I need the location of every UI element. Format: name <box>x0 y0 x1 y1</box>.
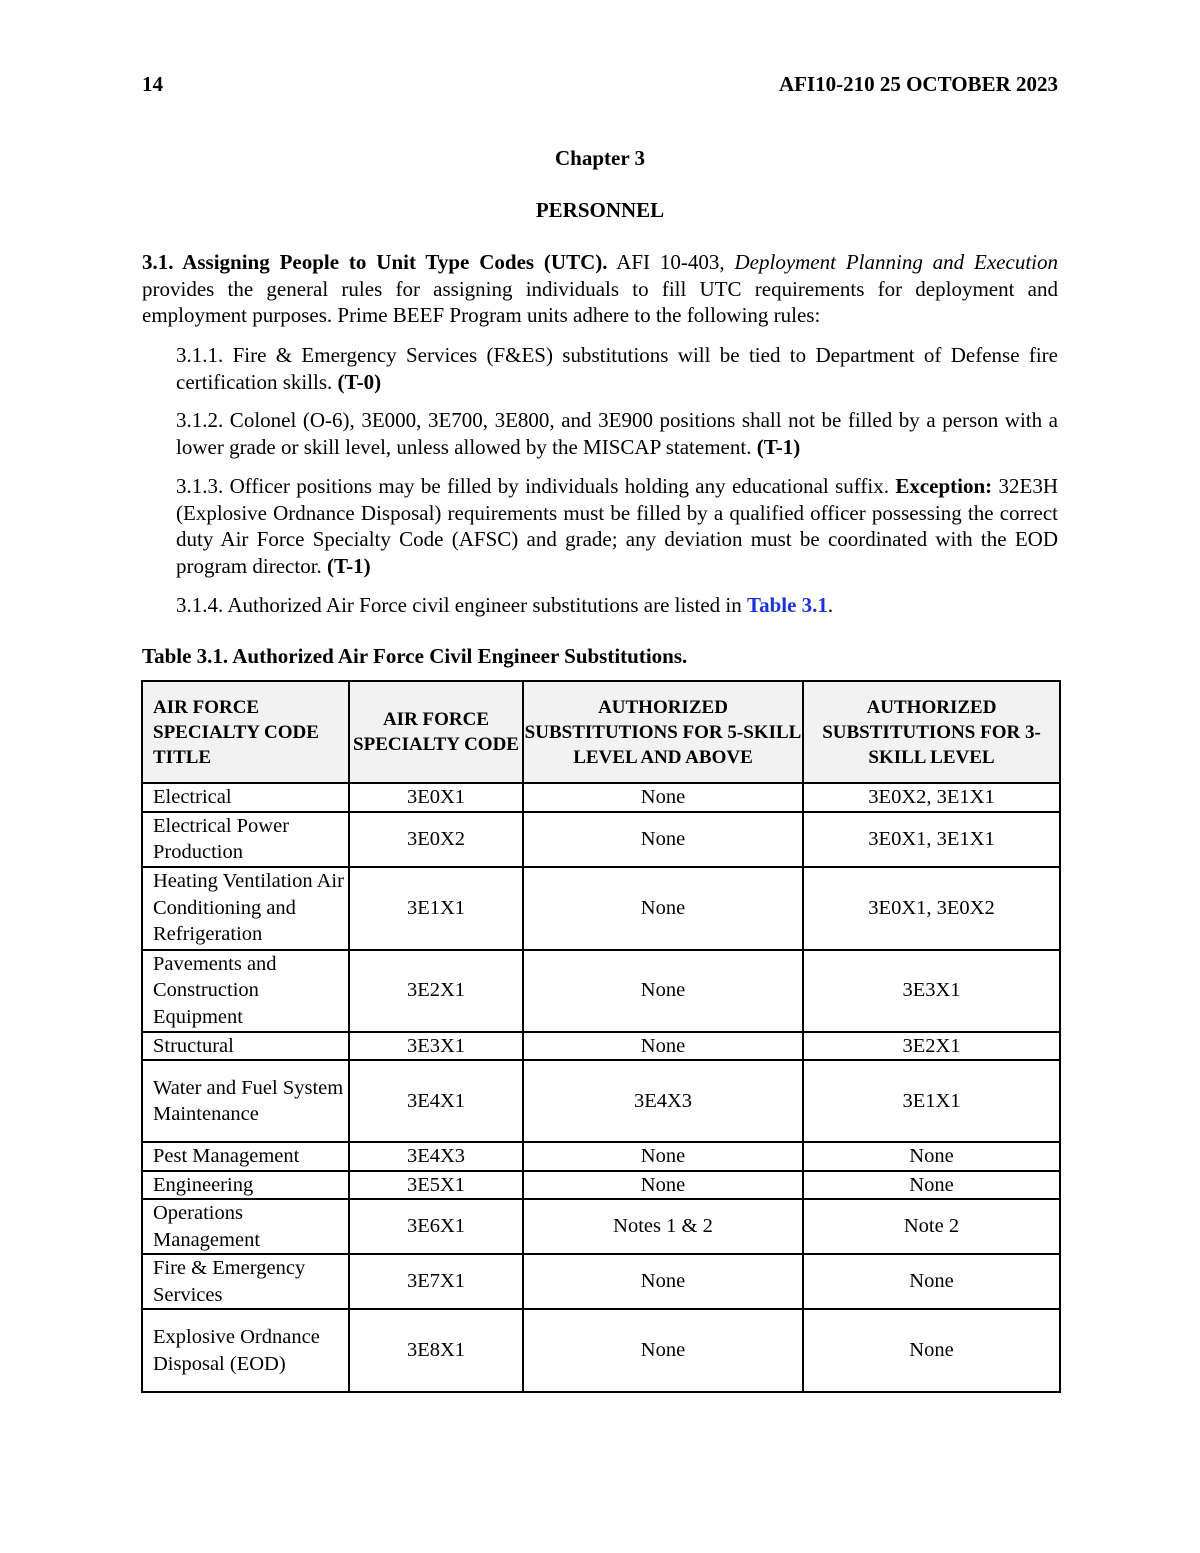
item-text: 3.1.1. Fire & Emergency Services (F&ES) substitutions will be tied to Department of Defense fire certification skills. <box>176 343 1058 394</box>
exception-label: Exception: <box>895 474 993 498</box>
table-row <box>142 1060 1060 1142</box>
table-cell: None <box>523 1254 803 1309</box>
paragraph-3-1 <box>142 249 1058 329</box>
table-row <box>142 1032 1060 1061</box>
table-cell: Water and Fuel System Maintenance <box>142 1060 349 1142</box>
item-text: 3.1.4. Authorized Air Force civil engineer substitutions are listed in <box>176 593 747 617</box>
table-cell: Note 2 <box>803 1199 1060 1254</box>
table-cell: None <box>523 1142 803 1171</box>
table-cell: None <box>523 1309 803 1392</box>
table-cell: Heating Ventilation Air Conditioning and Refrigeration <box>142 867 349 950</box>
table-cell: None <box>523 867 803 950</box>
table-cell: 3E0X1, 3E1X1 <box>803 812 1060 867</box>
item-3-1-2 <box>176 407 1058 460</box>
table-cell: Electrical Power Production <box>142 812 349 867</box>
table-cell: 3E7X1 <box>349 1254 523 1309</box>
table-cell: 3E8X1 <box>349 1309 523 1392</box>
table-cell: Operations Management <box>142 1199 349 1254</box>
table-cell: Explosive Ordnance Disposal (EOD) <box>142 1309 349 1392</box>
tier-label: (T-1) <box>327 553 371 578</box>
table-cell: 3E0X2, 3E1X1 <box>803 783 1060 812</box>
tier-label: (T-0) <box>337 369 382 394</box>
item-3-1-4 <box>176 592 1058 619</box>
table-row <box>142 783 1060 812</box>
table-cell: 3E4X3 <box>523 1060 803 1142</box>
table-cell: 3E1X1 <box>349 867 523 950</box>
table-cell: None <box>523 1171 803 1200</box>
column-header: AIR FORCE SPECIALTY CODE TITLE <box>142 681 349 783</box>
reference-title: Deployment Planning and Execution <box>734 250 1058 274</box>
item-text: 3.1.3. Officer positions may be filled by individuals holding any educational suffix. <box>176 474 896 498</box>
item-text: 3.1.2. Colonel (O-6), 3E000, 3E700, 3E800, and 3E900 positions shall not be filled by a person with a lower grade or skill level, unless allowed by the MISCAP statement. <box>176 408 1058 459</box>
table-cell: Structural <box>142 1032 349 1061</box>
table-cell: None <box>523 1032 803 1061</box>
table-row <box>142 1171 1060 1200</box>
table-cell: 3E1X1 <box>803 1060 1060 1142</box>
table-cell: Fire & Emergency Services <box>142 1254 349 1309</box>
table-cell: 3E4X3 <box>349 1142 523 1171</box>
table-cell: 3E0X1 <box>349 783 523 812</box>
document-id: AFI10-210 25 OCTOBER 2023 <box>778 72 1058 96</box>
table-cell: None <box>803 1142 1060 1171</box>
table-cell: 3E0X2 <box>349 812 523 867</box>
column-header: AUTHORIZED SUBSTITUTIONS FOR 3-SKILL LEVEL <box>803 681 1060 783</box>
table-row <box>142 1254 1060 1309</box>
substitutions-table <box>141 680 1061 1393</box>
item-text: 32E3H (Explosive Ordnance Disposal) requirements must be filled by a qualified officer possessing the correct duty Air Force Specialty Code (AFSC) and grade; any deviation must be coordinated with the EOD program director. <box>176 474 1059 578</box>
table-cell: Engineering <box>142 1171 349 1200</box>
paragraph-text: AFI 10-403, <box>607 250 735 274</box>
item-3-1-3 <box>176 473 1058 579</box>
table-cell: 3E4X1 <box>349 1060 523 1142</box>
chapter-title: PERSONNEL <box>535 198 665 222</box>
table-cell: Notes 1 & 2 <box>523 1199 803 1254</box>
table-link[interactable]: Table 3.1 <box>746 593 828 617</box>
table-cell: None <box>803 1309 1060 1392</box>
table-cell: None <box>523 950 803 1032</box>
table-cell: 3E2X1 <box>349 950 523 1032</box>
table-header-row <box>142 681 1060 783</box>
table-cell: None <box>803 1254 1060 1309</box>
table-cell: None <box>523 812 803 867</box>
table-caption: Table 3.1. Authorized Air Force Civil Engineer Substitutions. <box>142 644 688 668</box>
column-header: AIR FORCE SPECIALTY CODE <box>349 681 523 783</box>
page-number: 14 <box>142 72 163 96</box>
table-cell: 3E3X1 <box>349 1032 523 1061</box>
item-text: . <box>827 593 834 617</box>
table-cell: 3E3X1 <box>803 950 1060 1032</box>
table-row <box>142 1142 1060 1171</box>
section-heading: 3.1. Assigning People to Unit Type Codes (UTC). <box>142 250 608 274</box>
chapter-label: Chapter 3 <box>554 146 646 170</box>
table-cell: 3E6X1 <box>349 1199 523 1254</box>
table-cell: 3E2X1 <box>803 1032 1060 1061</box>
table-row <box>142 1309 1060 1392</box>
table-cell: 3E5X1 <box>349 1171 523 1200</box>
table-cell: Electrical <box>142 783 349 812</box>
tier-label: (T-1) <box>756 434 801 459</box>
table-cell: Pest Management <box>142 1142 349 1171</box>
table-cell: Pavements and Construction Equipment <box>142 950 349 1032</box>
table-row <box>142 867 1060 950</box>
column-header: AUTHORIZED SUBSTITUTIONS FOR 5-SKILL LEVEL AND ABOVE <box>523 681 803 783</box>
item-3-1-1 <box>176 342 1058 395</box>
table-cell: None <box>523 783 803 812</box>
table-cell: None <box>803 1171 1060 1200</box>
table-row <box>142 812 1060 867</box>
table-row <box>142 1199 1060 1254</box>
table-row <box>142 950 1060 1032</box>
table-cell: 3E0X1, 3E0X2 <box>803 867 1060 950</box>
paragraph-text: provides the general rules for assigning individuals to fill UTC requirements for deployment and employment purposes. Prime BEEF Program units adhere to the following rules: <box>142 276 1058 327</box>
